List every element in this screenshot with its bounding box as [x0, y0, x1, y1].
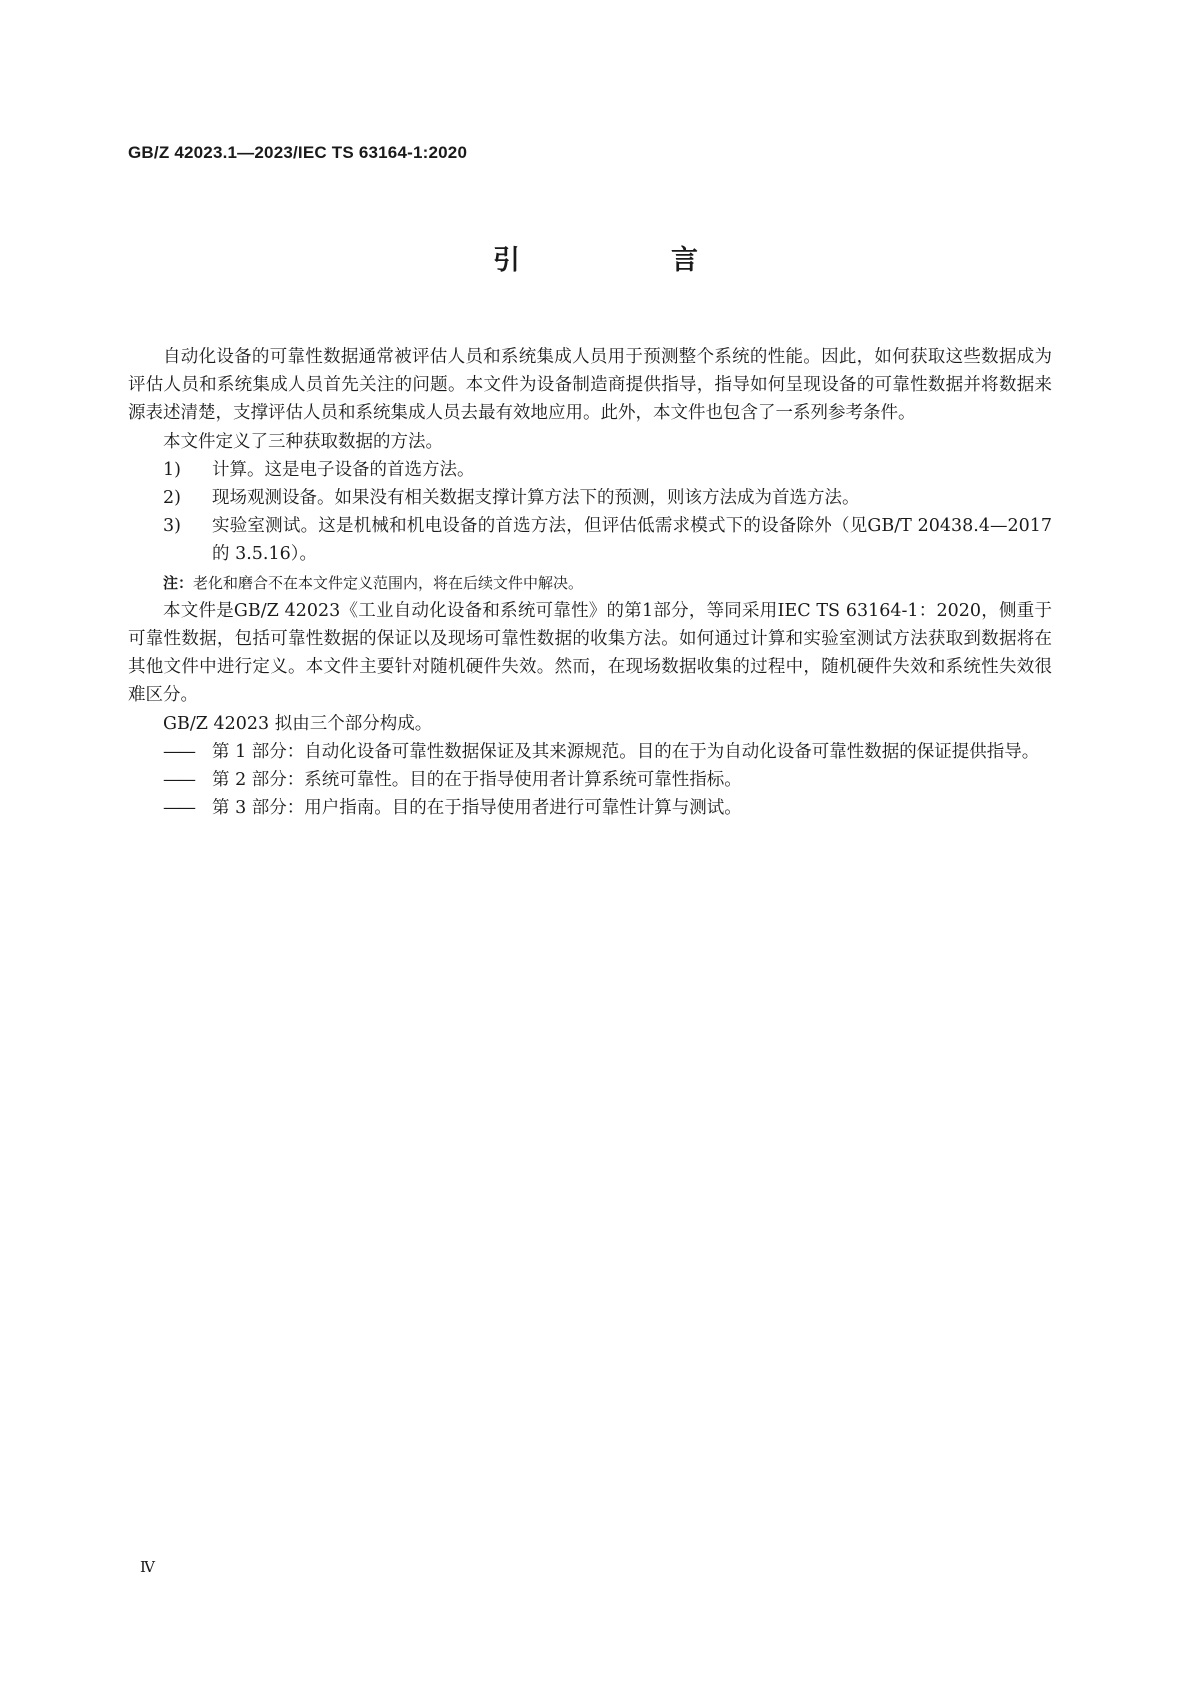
part-text: 第 2 部分：系统可靠性。目的在于指导使用者计算系统可靠性指标。 [212, 770, 742, 791]
note-text: 老化和磨合不在本文件定义范围内，将在后续文件中解决。 [193, 573, 584, 592]
dash-marker: —— [163, 770, 194, 791]
document-body [128, 343, 1052, 822]
method-item [128, 456, 1052, 484]
method-item [128, 512, 1052, 568]
page-title: 引 言 [493, 245, 760, 276]
method-text: 实验室测试。这是机械和机电设备的首选方法，但评估低需求模式下的设备除外（见GB/T 20438.4—2017 的 3.5.16）。 [212, 516, 1052, 565]
dash-marker: —— [163, 741, 194, 762]
part-item [128, 794, 1052, 822]
method-number: 3) [163, 516, 181, 537]
dash-marker: —— [163, 798, 194, 819]
paragraph-scope: 本文件是GB/Z 42023《工业自动化设备和系统可靠性》的第1部分，等同采用IEC TS 63164-1：2020，侧重于可靠性数据，包括可靠性数据的保证以及现场可靠性数据的收集方法。如何通过计算和实验室测试方法获取到数据将在其他文件中进行定义。本文件主要针对随机硬件失效。然而，在现场数据收集的过程中，随机硬件失效和系统性失效很难区分。 [128, 600, 1052, 706]
page-number: Ⅳ [140, 1558, 155, 1576]
note-label: 注： [163, 573, 194, 592]
method-number: 2) [163, 488, 181, 509]
part-item [128, 738, 1052, 766]
paragraph-parts-intro: GB/Z 42023 拟由三个部分构成。 [163, 713, 433, 734]
note [128, 569, 1052, 597]
part-item [128, 766, 1052, 794]
part-text: 第 3 部分：用户指南。目的在于指导使用者进行可靠性计算与测试。 [212, 798, 742, 819]
paragraph-intro: 自动化设备的可靠性数据通常被评估人员和系统集成人员用于预测整个系统的性能。因此，如何获取这些数据成为评估人员和系统集成人员首先关注的问题。本文件为设备制造商提供指导，指导如何呈现设备的可靠性数据并将数据来源表述清楚，支撑评估人员和系统集成人员去最有效地应用。此外，本文件也包含了一系列参考条件。 [128, 347, 1052, 424]
method-text: 现场观测设备。如果没有相关数据支撑计算方法下的预测，则该方法成为首选方法。 [212, 488, 860, 509]
paragraph-methods-intro: 本文件定义了三种获取数据的方法。 [163, 431, 443, 452]
part-text: 第 1 部分：自动化设备可靠性数据保证及其来源规范。目的在于为自动化设备可靠性数据的保证提供指导。 [212, 741, 1040, 762]
standard-number-header: GB/Z 42023.1—2023/IEC TS 63164-1:2020 [128, 143, 468, 162]
method-number: 1) [163, 459, 181, 480]
method-item [128, 484, 1052, 512]
method-text: 计算。这是电子设备的首选方法。 [212, 459, 475, 480]
